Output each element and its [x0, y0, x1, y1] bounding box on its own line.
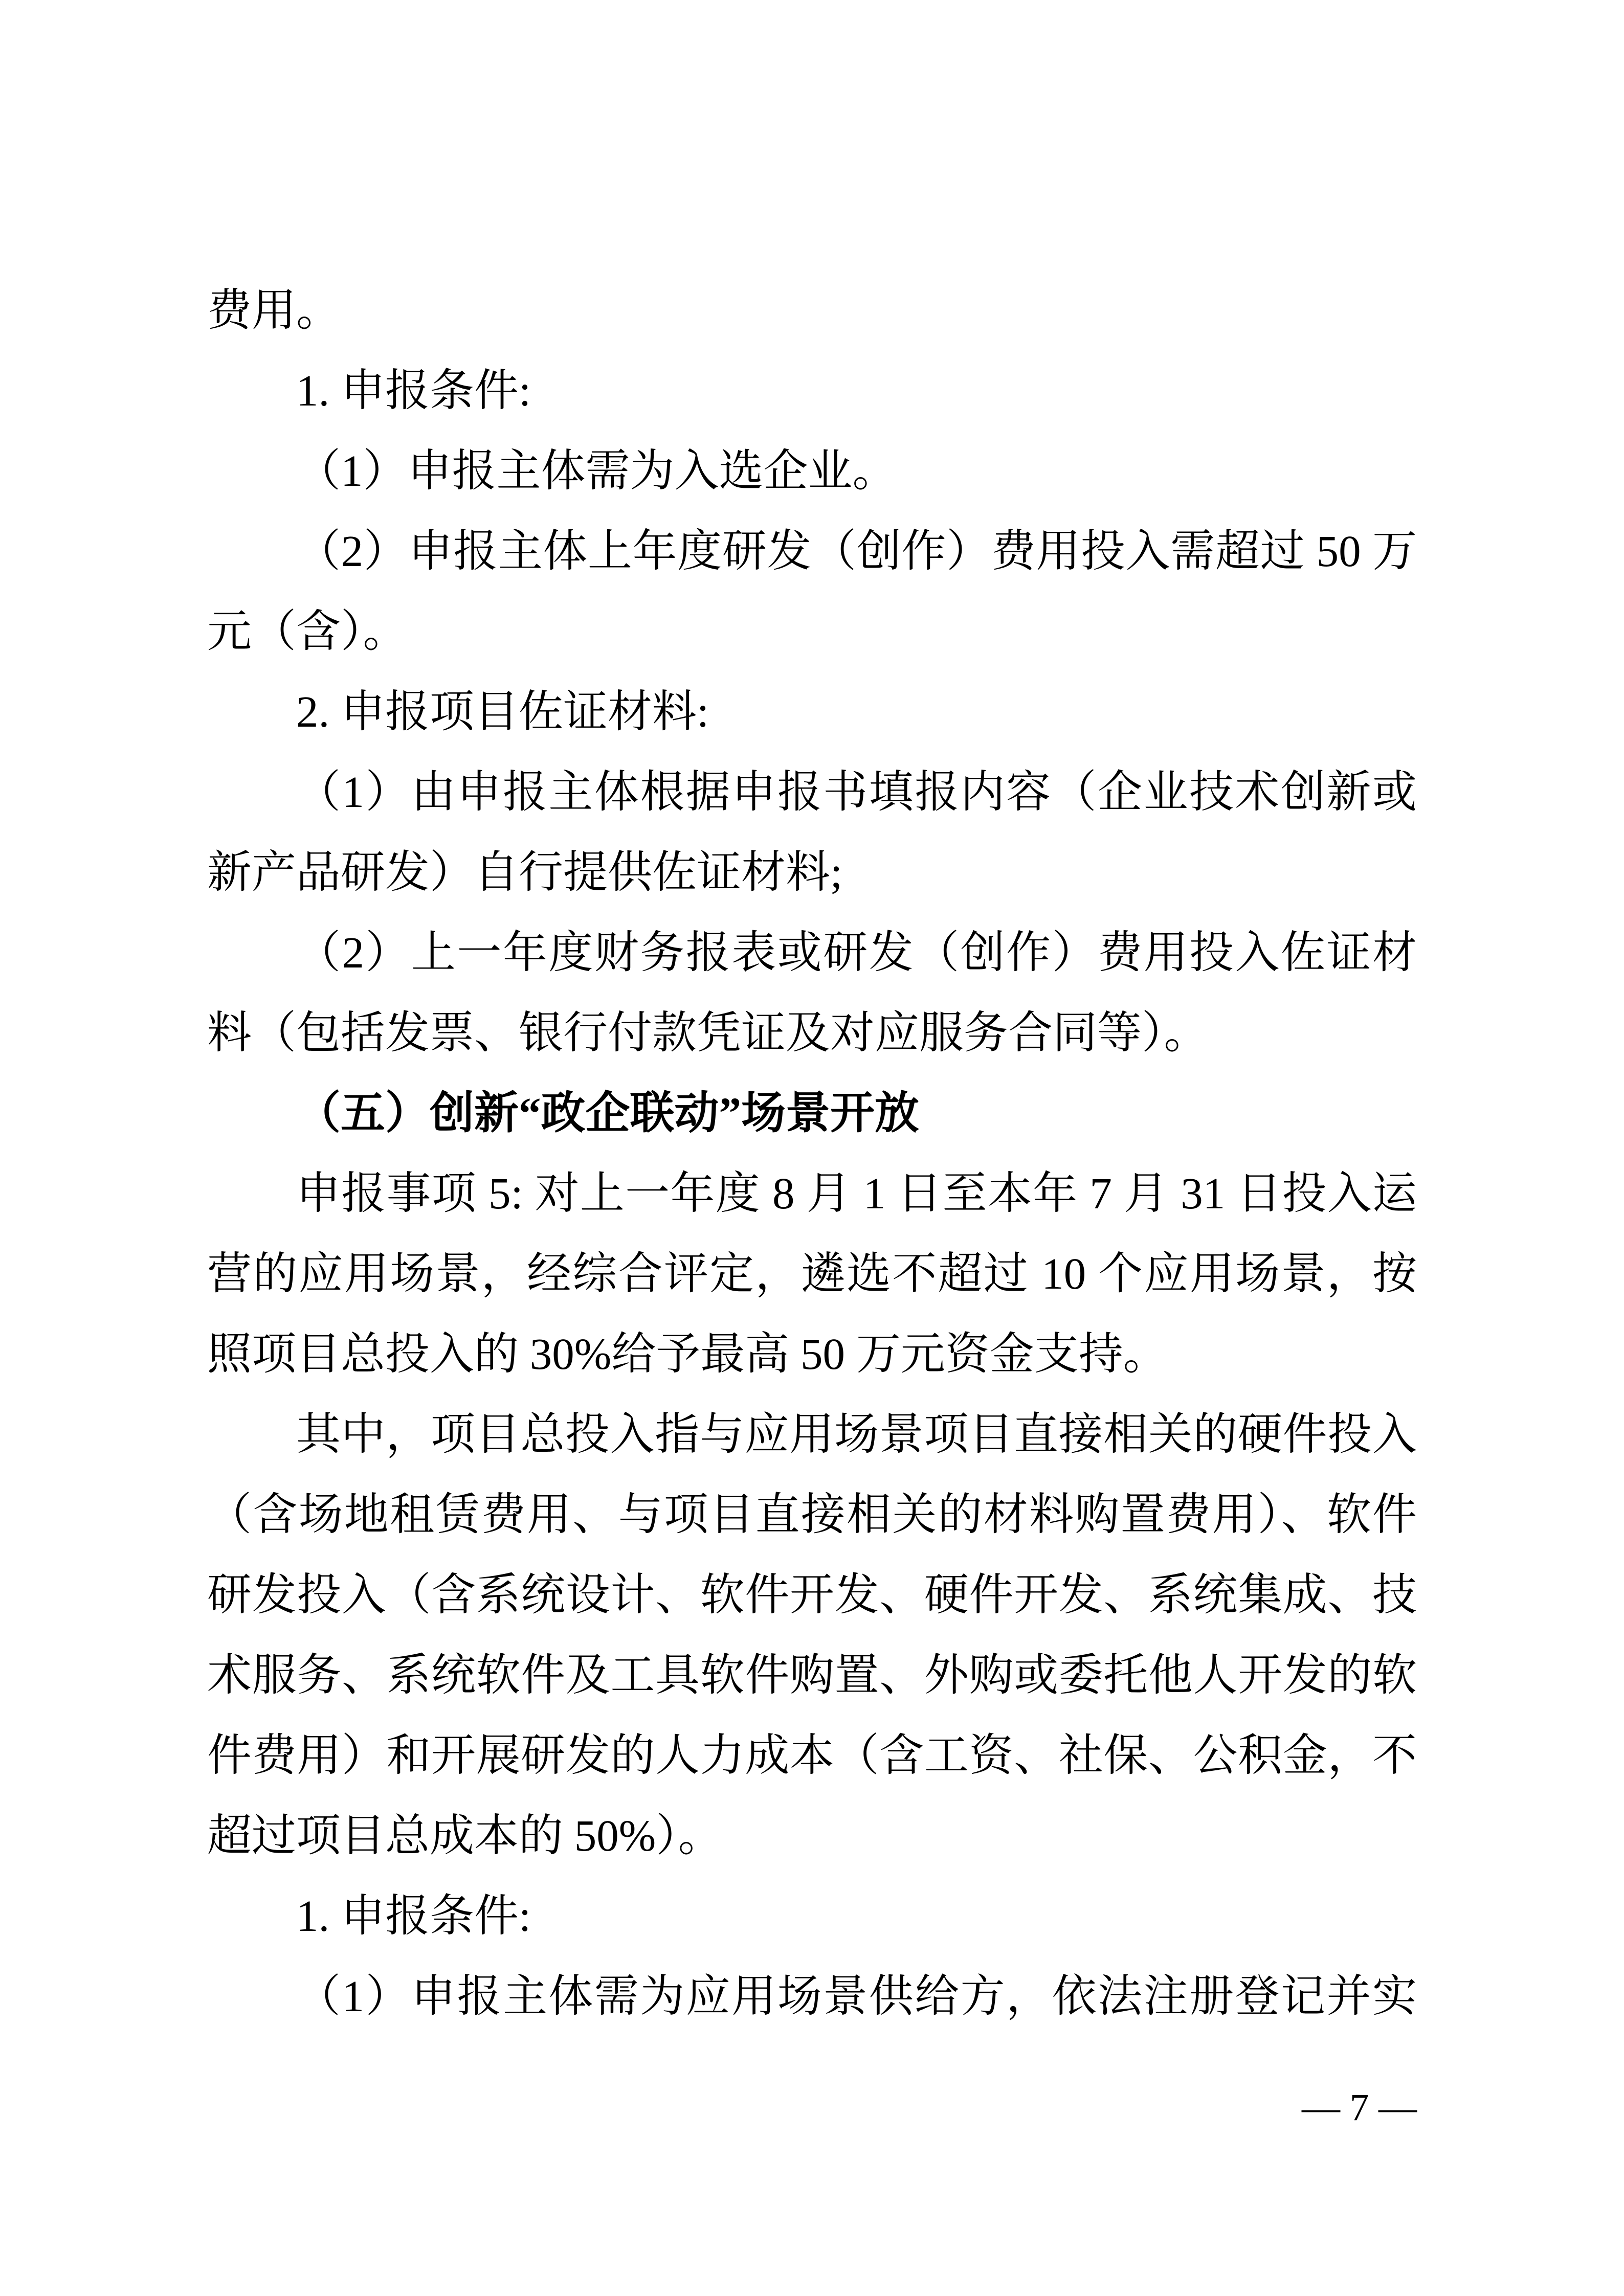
- text-line: 术服务、系统软件及工具软件购置、外购或委托他人开发的软: [207, 1650, 1417, 1700]
- text-line: 超过项目总成本的 50%）。: [207, 1811, 723, 1860]
- text-line: 2. 申报项目佐证材料:: [296, 687, 709, 736]
- text-line: 元（含）。: [207, 606, 408, 656]
- page-number: — 7 —: [1302, 2086, 1417, 2129]
- text-line: 其中，项目总投入指与应用场景项目直接相关的硬件投入: [296, 1409, 1417, 1459]
- text-line: （2）申报主体上年度研发（创作）费用投入需超过 50 万: [296, 526, 1417, 576]
- text-line: （2）上一年度财务报表或研发（创作）费用投入佐证材: [296, 928, 1417, 977]
- text-line: 1. 申报条件:: [296, 366, 531, 415]
- text-line: 照项目总投入的 30%给予最高 50 万元资金支持。: [207, 1329, 1168, 1379]
- text-block: [207, 270, 1417, 2036]
- text-line: 费用。: [207, 285, 341, 335]
- text-line: 营的应用场景，经综合评定，遴选不超过 10 个应用场景，按: [207, 1249, 1417, 1298]
- text-line: （含场地租赁费用、与项目直接相关的材料购置费用）、软件: [207, 1490, 1417, 1539]
- text-line: （1）申报主体需为应用场景供给方，依法注册登记并实: [296, 1971, 1417, 2021]
- text-line: 料（包括发票、银行付款凭证及对应服务合同等）。: [207, 1008, 1209, 1057]
- section-heading: （五）创新“政企联动”场景开放: [296, 1088, 919, 1138]
- text-line: 申报事项 5: 对上一年度 8 月 1 日至本年 7 月 31 日投入运: [296, 1168, 1417, 1218]
- text-line: （1）由申报主体根据申报书填报内容（企业技术创新或: [296, 767, 1417, 817]
- text-line: 1. 申报条件:: [296, 1891, 531, 1941]
- text-line: 新产品研发）自行提供佐证材料;: [207, 847, 843, 897]
- text-line: 件费用）和开展研发的人力成本（含工资、社保、公积金，不: [207, 1730, 1417, 1780]
- text-line: （1）申报主体需为入选企业。: [296, 446, 897, 496]
- text-line: 研发投入（含系统设计、软件开发、硬件开发、系统集成、技: [207, 1570, 1417, 1619]
